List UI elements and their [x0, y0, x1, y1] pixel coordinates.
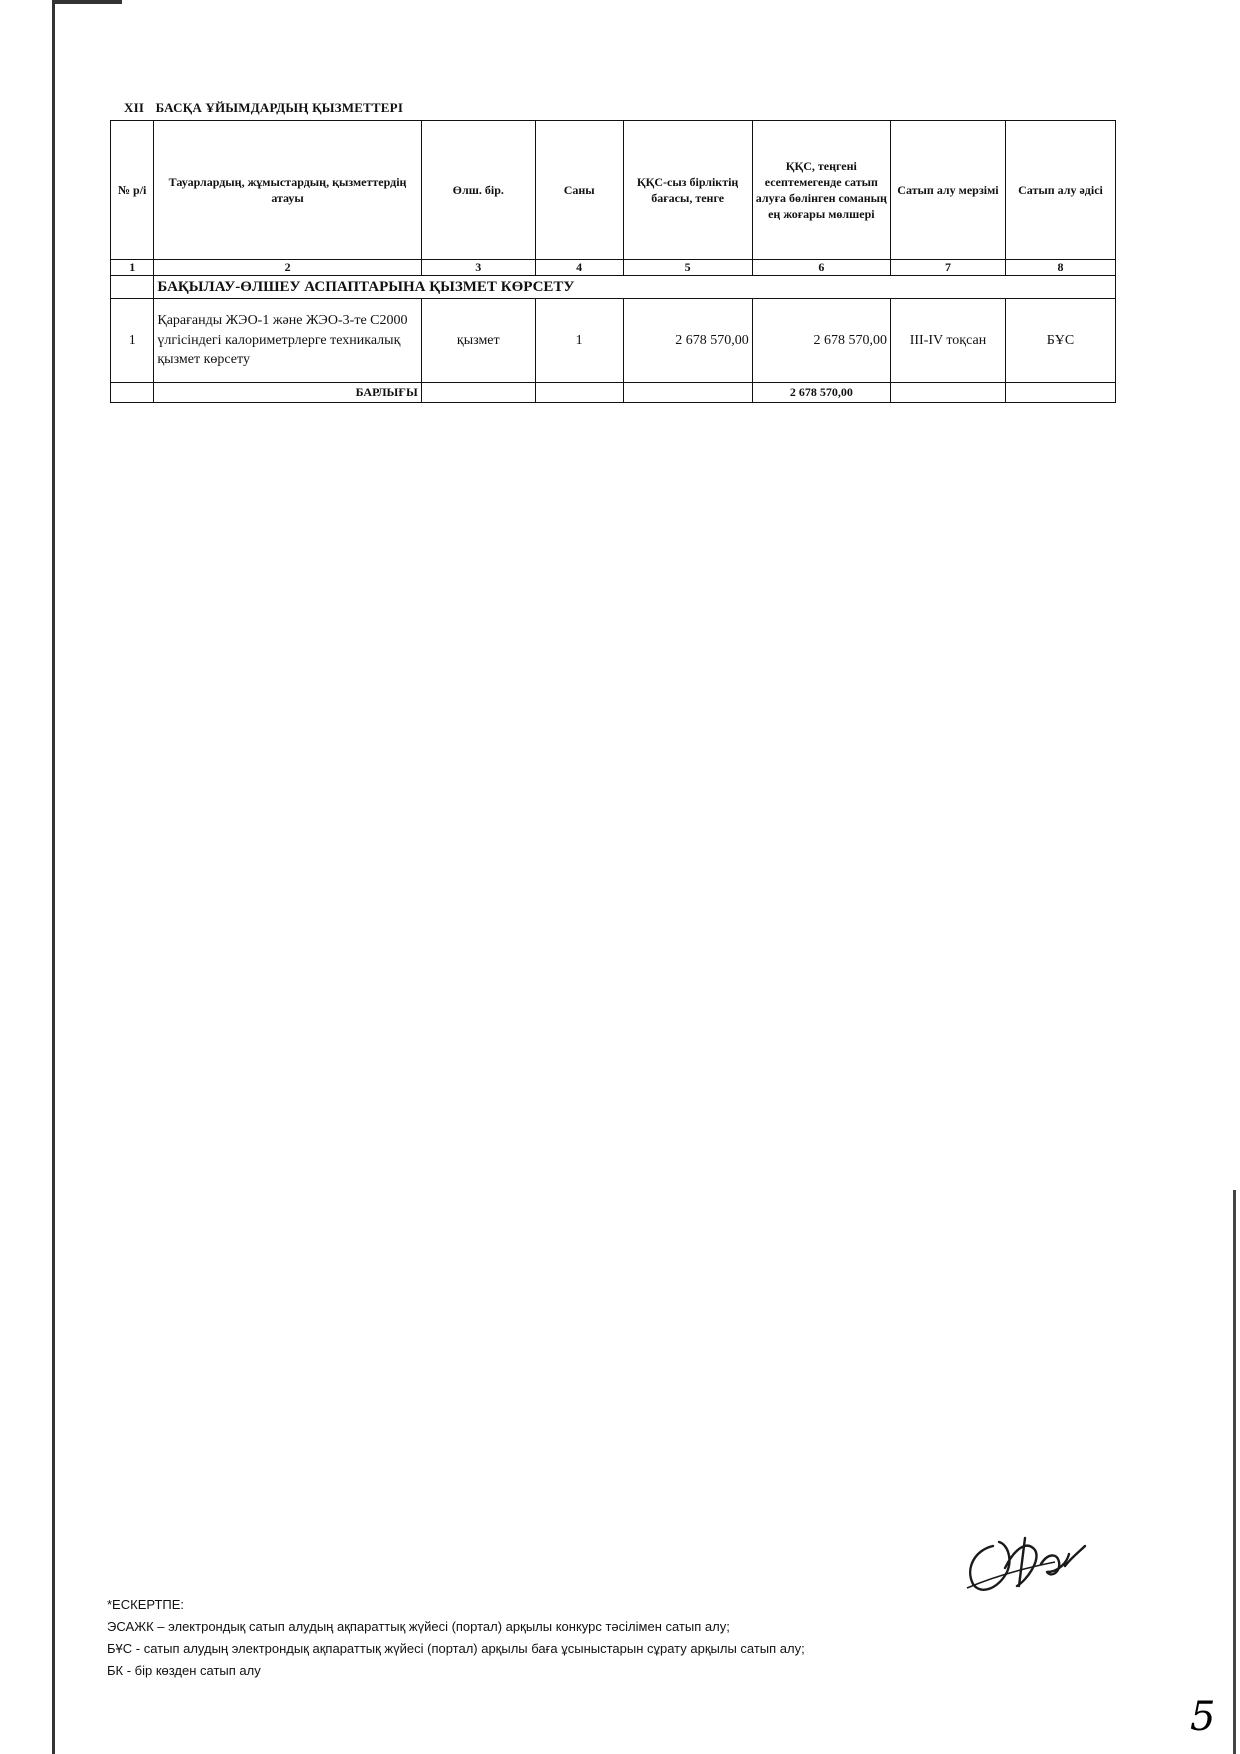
column-number: 7	[890, 260, 1005, 276]
category-empty-cell	[111, 276, 154, 299]
section-title: БАСҚА ҰЙЫМДАРДЫҢ ҚЫЗМЕТТЕРІ	[155, 100, 404, 115]
header-cell: Саны	[535, 121, 623, 260]
notes-title: *ЕСКЕРТПЕ:	[107, 1597, 185, 1612]
column-number: 2	[154, 260, 421, 276]
item-name: Қарағанды ЖЭО-1 және ЖЭО-3-те С2000 үлгісіндегі калориметрлерге техникалық қызмет көрсету	[154, 299, 421, 383]
item-period: III-IV тоқсан	[890, 299, 1005, 383]
total-row	[111, 383, 1116, 403]
section-heading	[124, 100, 403, 116]
item-unit: қызмет	[421, 299, 535, 383]
category-label: БАҚЫЛАУ-ӨЛШЕУ АСПАПТАРЫНА ҚЫЗМЕТ КӨРСЕТУ	[154, 276, 1116, 299]
note-line: БК - бір көзден сатып алу	[107, 1663, 261, 1678]
item-max-amount: 2 678 570,00	[752, 299, 890, 383]
column-number: 6	[752, 260, 890, 276]
header-cell: Сатып алу әдісі	[1005, 121, 1115, 260]
page-number	[1186, 1688, 1226, 1738]
item-unit-price: 2 678 570,00	[623, 299, 752, 383]
column-number: 1	[111, 260, 154, 276]
section-number: XII	[124, 100, 145, 115]
row-number: 1	[111, 299, 154, 383]
note-line: ЭСАЖК – электрондық сатып алудың ақпараттық жүйесі (портал) арқылы конкурс тәсілімен сатып алу;	[107, 1619, 730, 1634]
page-number-text: 5	[1190, 1694, 1216, 1738]
category-row	[111, 276, 1116, 299]
total-empty-cell	[111, 383, 154, 403]
item-method: БҰС	[1005, 299, 1115, 383]
column-number: 4	[535, 260, 623, 276]
total-label: БАРЛЫҒЫ	[154, 383, 421, 403]
scan-right-edge	[1233, 1190, 1236, 1754]
column-number: 3	[421, 260, 535, 276]
total-empty-cell	[1005, 383, 1115, 403]
column-number: 8	[1005, 260, 1115, 276]
header-cell: ҚҚС-сыз бірліктің бағасы, тенге	[623, 121, 752, 260]
column-number-row	[111, 260, 1116, 276]
total-empty-cell	[535, 383, 623, 403]
total-empty-cell	[623, 383, 752, 403]
column-number: 5	[623, 260, 752, 276]
footnotes	[107, 1594, 805, 1682]
signature-image	[955, 1528, 1095, 1598]
item-quantity: 1	[535, 299, 623, 383]
header-cell: ҚҚС, теңгені есептемегенде сатып алуға бөлінген соманың ең жоғары мөлшері	[752, 121, 890, 260]
header-cell: № р/і	[111, 121, 154, 260]
total-empty-cell	[890, 383, 1005, 403]
table-row	[111, 299, 1116, 383]
procurement-table	[110, 120, 1116, 403]
total-empty-cell	[421, 383, 535, 403]
table-header-row	[111, 121, 1116, 260]
scan-left-edge	[52, 0, 55, 1754]
total-amount: 2 678 570,00	[752, 383, 890, 403]
header-cell: Өлш. бір.	[421, 121, 535, 260]
note-line: БҰС - сатып алудың электрондық ақпараттық жүйесі (портал) арқылы баға ұсыныстарын сұрату арқылы сатып алу;	[107, 1641, 805, 1656]
header-cell: Тауарлардың, жұмыстардың, қызметтердің атауы	[154, 121, 421, 260]
scan-top-edge	[52, 0, 122, 4]
header-cell: Сатып алу мерзімі	[890, 121, 1005, 260]
